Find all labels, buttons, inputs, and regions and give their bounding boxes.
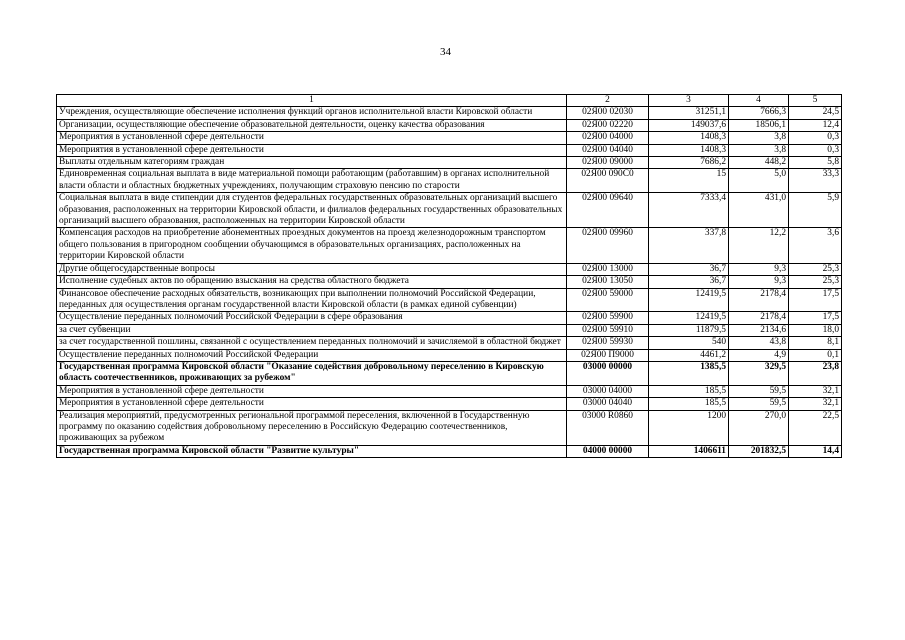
row-code-cell: 03000 R0860 xyxy=(567,410,649,445)
row-plan-cell: 337,8 xyxy=(649,228,729,263)
header-col-3: 3 xyxy=(649,95,729,107)
row-percent-cell: 14,4 xyxy=(789,445,842,457)
table-row xyxy=(57,157,842,169)
row-code-cell: 02Я00 59910 xyxy=(567,324,649,336)
table-row xyxy=(57,385,842,397)
row-plan-cell: 1408,3 xyxy=(649,132,729,144)
row-actual-cell: 431,0 xyxy=(729,193,789,228)
table-row xyxy=(57,361,842,385)
row-percent-cell: 33,3 xyxy=(789,169,842,193)
row-plan-cell: 4461,2 xyxy=(649,349,729,361)
row-percent-cell: 12,4 xyxy=(789,119,842,131)
row-percent-cell: 23,8 xyxy=(789,361,842,385)
row-name-cell: Осуществление переданных полномочий Российской Федерации в сфере образования xyxy=(57,312,567,324)
header-col-5: 5 xyxy=(789,95,842,107)
row-actual-cell: 3,8 xyxy=(729,144,789,156)
row-name-cell: Государственная программа Кировской области "Оказание содействия добровольному переселению в Кировскую область соотечественников, проживающих за рубежом" xyxy=(57,361,567,385)
table-row xyxy=(57,169,842,193)
row-plan-cell: 31251,1 xyxy=(649,107,729,119)
row-plan-cell: 15 xyxy=(649,169,729,193)
table-row xyxy=(57,445,842,457)
row-name-cell: Мероприятия в установленной сфере деятельности xyxy=(57,385,567,397)
row-actual-cell: 59,5 xyxy=(729,398,789,410)
table-row xyxy=(57,263,842,275)
row-code-cell: 03000 04040 xyxy=(567,398,649,410)
row-name-cell: Мероприятия в установленной сфере деятельности xyxy=(57,398,567,410)
row-code-cell: 04000 00000 xyxy=(567,445,649,457)
row-code-cell: 03000 04000 xyxy=(567,385,649,397)
row-percent-cell: 25,3 xyxy=(789,276,842,288)
table-row xyxy=(57,324,842,336)
row-code-cell: 02Я00 090С0 xyxy=(567,169,649,193)
row-code-cell: 02Я00 02220 xyxy=(567,119,649,131)
row-plan-cell: 185,5 xyxy=(649,385,729,397)
row-actual-cell: 201832,5 xyxy=(729,445,789,457)
row-code-cell: 02Я00 04040 xyxy=(567,144,649,156)
row-name-cell: Единовременная социальная выплата в виде материальной помощи работающим (работавшим) в органах исполнительной власти области и областных бюджетных учреждениях, получающим страховую пенсию по старости xyxy=(57,169,567,193)
row-name-cell: Компенсация расходов на приобретение абонементных проездных документов на проезд железнодорожным транспортом общего пользования в пригородном сообщении обучающимся в образовательных организациях, расположенных на территории Кировской области xyxy=(57,228,567,263)
table-body xyxy=(57,107,842,458)
row-code-cell: 02Я00 П9000 xyxy=(567,349,649,361)
row-plan-cell: 7686,2 xyxy=(649,157,729,169)
row-code-cell: 02Я00 59000 xyxy=(567,288,649,312)
table-row xyxy=(57,398,842,410)
row-actual-cell: 43,8 xyxy=(729,337,789,349)
row-actual-cell: 270,0 xyxy=(729,410,789,445)
row-percent-cell: 0,3 xyxy=(789,144,842,156)
row-name-cell: Государственная программа Кировской области "Развитие культуры" xyxy=(57,445,567,457)
row-actual-cell: 4,9 xyxy=(729,349,789,361)
row-plan-cell: 185,5 xyxy=(649,398,729,410)
row-actual-cell: 3,8 xyxy=(729,132,789,144)
row-name-cell: Финансовое обеспечение расходных обязательств, возникающих при выполнении полномочий Российской Федерации, переданных для осуществления органам государственной власти Кировской области (в рамках единой субвенции) xyxy=(57,288,567,312)
row-code-cell: 02Я00 09960 xyxy=(567,228,649,263)
row-code-cell: 02Я00 02030 xyxy=(567,107,649,119)
row-percent-cell: 5,8 xyxy=(789,157,842,169)
row-actual-cell: 2178,4 xyxy=(729,312,789,324)
row-code-cell: 02Я00 09640 xyxy=(567,193,649,228)
row-name-cell: за счет субвенции xyxy=(57,324,567,336)
row-plan-cell: 149037,6 xyxy=(649,119,729,131)
row-plan-cell: 1385,5 xyxy=(649,361,729,385)
row-name-cell: Мероприятия в установленной сфере деятельности xyxy=(57,132,567,144)
row-name-cell: Исполнение судебных актов по обращению взыскания на средства областного бюджета xyxy=(57,276,567,288)
row-actual-cell: 59,5 xyxy=(729,385,789,397)
row-plan-cell: 1406611 xyxy=(649,445,729,457)
row-plan-cell: 7333,4 xyxy=(649,193,729,228)
row-name-cell: Организации, осуществляющие обеспечение образовательной деятельности, оценку качества образования xyxy=(57,119,567,131)
row-actual-cell: 448,2 xyxy=(729,157,789,169)
row-plan-cell: 1408,3 xyxy=(649,144,729,156)
row-name-cell: Социальная выплата в виде стипендии для студентов федеральных государственных образовательных организаций высшего образования, расположенных на территории Кировской области, и филиалов федеральных государственных образовательных организаций высшего образования, расположенных на территории Кировской области xyxy=(57,193,567,228)
page-number: 34 xyxy=(440,46,451,58)
row-plan-cell: 11879,5 xyxy=(649,324,729,336)
header-col-2: 2 xyxy=(567,95,649,107)
table-row xyxy=(57,107,842,119)
row-actual-cell: 9,3 xyxy=(729,276,789,288)
table-row xyxy=(57,228,842,263)
row-percent-cell: 0,3 xyxy=(789,132,842,144)
row-code-cell: 02Я00 04000 xyxy=(567,132,649,144)
row-percent-cell: 17,5 xyxy=(789,288,842,312)
row-actual-cell: 2178,4 xyxy=(729,288,789,312)
table-row xyxy=(57,410,842,445)
row-percent-cell: 32,1 xyxy=(789,385,842,397)
row-name-cell: Выплаты отдельным категориям граждан xyxy=(57,157,567,169)
row-percent-cell: 5,9 xyxy=(789,193,842,228)
header-col-4: 4 xyxy=(729,95,789,107)
table-row xyxy=(57,349,842,361)
table-row xyxy=(57,288,842,312)
row-percent-cell: 24,5 xyxy=(789,107,842,119)
row-code-cell: 02Я00 09000 xyxy=(567,157,649,169)
row-code-cell: 03000 00000 xyxy=(567,361,649,385)
table-row xyxy=(57,144,842,156)
row-plan-cell: 540 xyxy=(649,337,729,349)
row-actual-cell: 7666,3 xyxy=(729,107,789,119)
row-actual-cell: 12,2 xyxy=(729,228,789,263)
row-plan-cell: 36,7 xyxy=(649,276,729,288)
row-percent-cell: 32,1 xyxy=(789,398,842,410)
table-row xyxy=(57,276,842,288)
row-code-cell: 02Я00 59900 xyxy=(567,312,649,324)
table-row xyxy=(57,337,842,349)
row-code-cell: 02Я00 13000 xyxy=(567,263,649,275)
row-name-cell: Осуществление переданных полномочий Российской Федерации xyxy=(57,349,567,361)
row-code-cell: 02Я00 13050 xyxy=(567,276,649,288)
table-header-row xyxy=(57,95,842,107)
row-name-cell: Учреждения, осуществляющие обеспечение исполнения функций органов исполнительной власти Кировской области xyxy=(57,107,567,119)
row-percent-cell: 3,6 xyxy=(789,228,842,263)
row-actual-cell: 9,3 xyxy=(729,263,789,275)
row-percent-cell: 8,1 xyxy=(789,337,842,349)
table-row xyxy=(57,132,842,144)
budget-table xyxy=(56,94,842,458)
row-actual-cell: 2134,6 xyxy=(729,324,789,336)
row-plan-cell: 36,7 xyxy=(649,263,729,275)
row-name-cell: Другие общегосударственные вопросы xyxy=(57,263,567,275)
row-percent-cell: 17,5 xyxy=(789,312,842,324)
row-name-cell: Мероприятия в установленной сфере деятельности xyxy=(57,144,567,156)
header-col-1: 1 xyxy=(57,95,567,107)
row-percent-cell: 25,3 xyxy=(789,263,842,275)
row-percent-cell: 0,1 xyxy=(789,349,842,361)
table-row xyxy=(57,312,842,324)
row-actual-cell: 329,5 xyxy=(729,361,789,385)
row-plan-cell: 12419,5 xyxy=(649,288,729,312)
row-percent-cell: 18,0 xyxy=(789,324,842,336)
row-percent-cell: 22,5 xyxy=(789,410,842,445)
row-plan-cell: 12419,5 xyxy=(649,312,729,324)
table-row xyxy=(57,193,842,228)
table-row xyxy=(57,119,842,131)
row-name-cell: за счет государственной пошлины, связанной с осуществлением переданных полномочий и зачисляемой в областной бюджет xyxy=(57,337,567,349)
row-actual-cell: 18506,1 xyxy=(729,119,789,131)
row-code-cell: 02Я00 59930 xyxy=(567,337,649,349)
row-actual-cell: 5,0 xyxy=(729,169,789,193)
row-plan-cell: 1200 xyxy=(649,410,729,445)
row-name-cell: Реализация мероприятий, предусмотренных региональной программой переселения, включенной в Государственную программу по оказанию содействия добровольному переселению в Российскую Федерацию соотечественников, проживающих за рубежом xyxy=(57,410,567,445)
